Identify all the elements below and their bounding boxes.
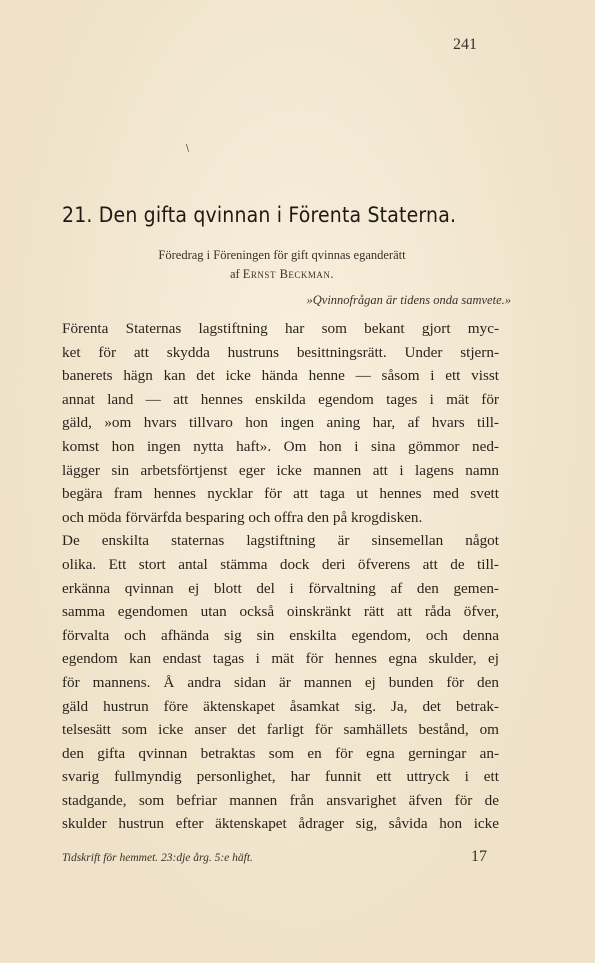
body-line: olika. Ett stort antal stämma dock deri öfverens att de till-	[62, 555, 499, 573]
body-line: komst hon ingen nytta haft». Om hon i sina gömmor ned-	[62, 437, 499, 455]
body-line: samma egendomen utan också oinskränkt rätt att råda öfver,	[62, 603, 499, 621]
body-line: annat land — att hennes enskilda egendom tages i mät för	[62, 390, 499, 408]
body-line: den gifta qvinnan betraktas som en för egna gerningar an-	[62, 744, 499, 762]
body-line: telsesätt som icke anser det farligt för samhällets bestånd, om	[62, 721, 499, 739]
body-line: Förenta Staternas lagstiftning har som bekant gjort myc-	[62, 320, 499, 337]
body-line: och möda förvärfda besparing och offra den på krogdisken.	[62, 508, 423, 526]
body-line: gäld, »om hvars tillvaro hon ingen aning har, af hvars till-	[62, 414, 499, 432]
body-line: egendom kan endast tagas i mät för hennes egna skulder, ej	[62, 650, 499, 668]
author-name: Ernst Beckman.	[242, 267, 335, 281]
body-line: skulder hustrun efter äktenskapet ådrager sig, såvida hon icke	[62, 815, 499, 833]
article-title: 21. Den gifta qvinnan i Förenta Staterna.	[62, 203, 457, 227]
body-line: för mannens. Å andra sidan är mannen ej bunden för den	[62, 673, 499, 691]
body-line: lägger sin arbetsförtjenst eger icke mannen att i lagens namn	[62, 461, 499, 479]
subtitle-line-2	[62, 265, 502, 284]
article-subtitle	[62, 246, 502, 284]
body-line: De enskilta staternas lagstiftning är sinsemellan något	[62, 532, 499, 550]
body-line: begära fram hennes nycklar för att taga ut hennes med svett	[62, 485, 499, 503]
epigraph: »Qvinnofrågan är tidens onda samvete.»	[306, 293, 511, 307]
page-number: 241	[453, 36, 477, 53]
body-text	[62, 317, 499, 836]
body-line: svarig fullmyndig personlighet, har funnit ett uttryck i ett	[62, 768, 499, 786]
body-line: stadgande, som befriar mannen från ansvarighet äfven för de	[62, 791, 499, 809]
subtitle-author-prefix: af	[229, 267, 243, 281]
journal-reference: Tidskrift för hemmet. 23:dje årg. 5:e häft.	[62, 852, 253, 864]
ink-speck: \	[186, 144, 190, 154]
body-line: förvalta och afhända sig sin enskilta egendom, och denna	[62, 626, 499, 644]
body-line: gäld hustrun före äktenskapet åsamkat sig. Ja, det betrak-	[62, 697, 499, 715]
body-line: erkänna qvinnan ej blott del i förvaltning af den gemen-	[62, 579, 499, 597]
signature-number: 17	[471, 848, 487, 865]
subtitle-line-1: Föredrag i Föreningen för gift qvinnas eganderätt	[158, 248, 406, 262]
body-line: ket för att skydda hustruns besittningsrätt. Under stjern-	[62, 343, 499, 361]
body-line: banerets hägn kan det icke hända henne — såsom i ett visst	[62, 367, 499, 385]
